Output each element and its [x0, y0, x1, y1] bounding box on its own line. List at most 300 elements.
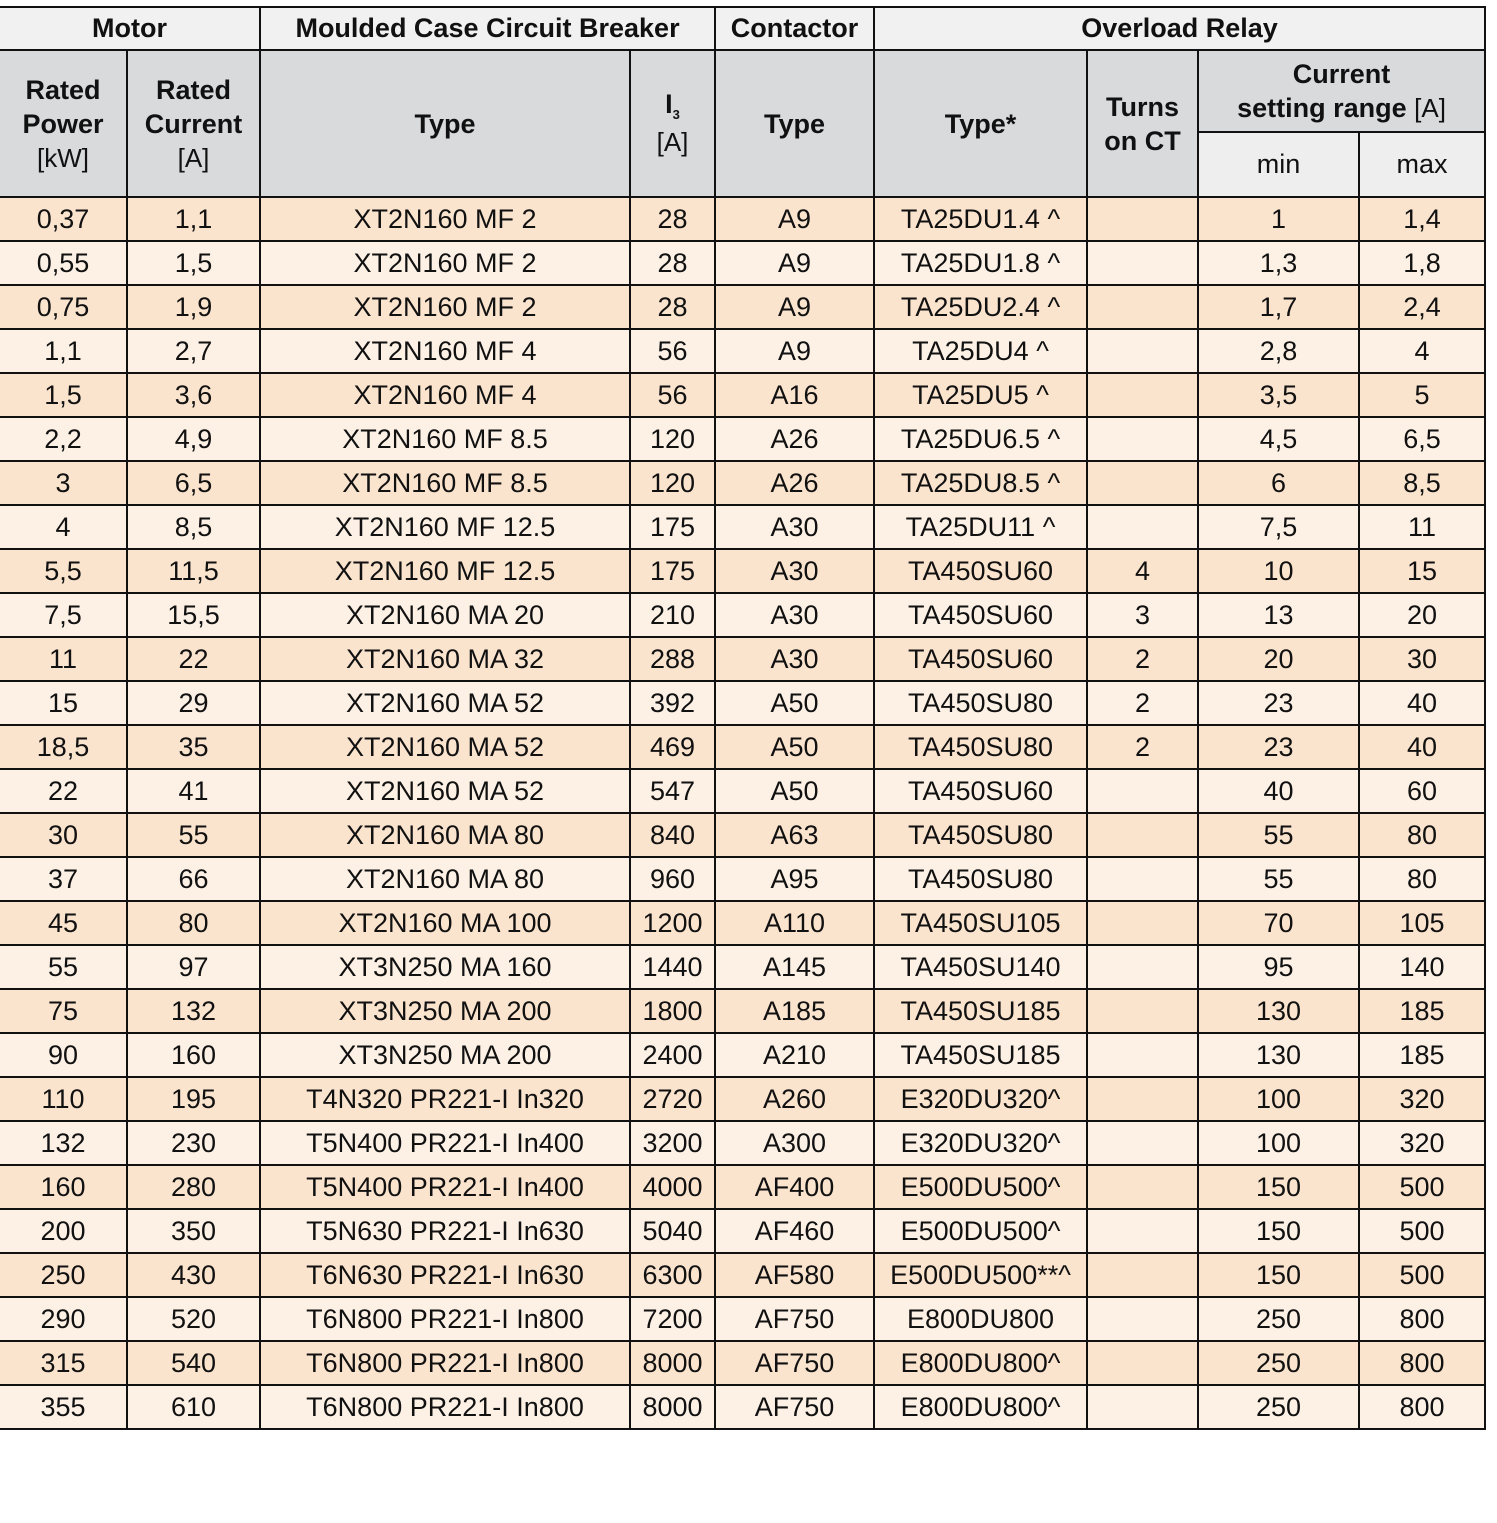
cell-max: 30 — [1359, 637, 1485, 681]
cell-relay-type: TA25DU8.5 ^ — [874, 461, 1087, 505]
cell-rated-current: 4,9 — [127, 417, 260, 461]
cell-min: 55 — [1198, 857, 1359, 901]
col-i3-unit: [A] — [656, 127, 689, 157]
cell-contactor-type: A30 — [715, 505, 874, 549]
table-row — [0, 857, 1485, 901]
cell-turns-on-ct — [1087, 945, 1198, 989]
cell-mccb-type: XT2N160 MF 8.5 — [260, 461, 630, 505]
cell-turns-on-ct — [1087, 1033, 1198, 1077]
cell-contactor-type: A9 — [715, 197, 874, 241]
cell-relay-type: E320DU320^ — [874, 1077, 1087, 1121]
cell-relay-type: TA450SU105 — [874, 901, 1087, 945]
col-rated-current-unit: [A] — [177, 142, 210, 173]
cell-contactor-type: A50 — [715, 725, 874, 769]
col-rated-power-line1: Rated — [25, 74, 101, 105]
cell-mccb-type: XT3N250 MA 160 — [260, 945, 630, 989]
cell-turns-on-ct — [1087, 373, 1198, 417]
cell-relay-type: TA25DU11 ^ — [874, 505, 1087, 549]
table-row — [0, 945, 1485, 989]
table-row — [0, 1253, 1485, 1297]
cell-rated-power: 0,75 — [0, 285, 127, 329]
cell-rated-power: 1,5 — [0, 373, 127, 417]
cell-rated-power: 132 — [0, 1121, 127, 1165]
table-row — [0, 329, 1485, 373]
cell-turns-on-ct — [1087, 1165, 1198, 1209]
cell-rated-power: 290 — [0, 1297, 127, 1341]
cell-i3: 120 — [630, 417, 715, 461]
col-rated-power — [0, 50, 127, 197]
cell-max: 320 — [1359, 1121, 1485, 1165]
cell-contactor-type: AF580 — [715, 1253, 874, 1297]
cell-min: 23 — [1198, 725, 1359, 769]
table-row — [0, 1209, 1485, 1253]
col-mccb-type: Type — [260, 50, 630, 197]
cell-i3: 5040 — [630, 1209, 715, 1253]
cell-min: 1 — [1198, 197, 1359, 241]
cell-turns-on-ct — [1087, 1209, 1198, 1253]
col-turns-on-ct — [1087, 50, 1198, 197]
cell-min: 6 — [1198, 461, 1359, 505]
table-row — [0, 1121, 1485, 1165]
cell-min: 100 — [1198, 1121, 1359, 1165]
col-max: max — [1359, 132, 1485, 197]
cell-relay-type: TA450SU60 — [874, 593, 1087, 637]
cell-turns-on-ct: 2 — [1087, 681, 1198, 725]
table-row — [0, 593, 1485, 637]
cell-min: 250 — [1198, 1385, 1359, 1429]
cell-mccb-type: T6N630 PR221-I In630 — [260, 1253, 630, 1297]
col-i3-subscript: 3 — [672, 107, 680, 122]
cell-contactor-type: AF460 — [715, 1209, 874, 1253]
cell-mccb-type: XT2N160 MF 4 — [260, 329, 630, 373]
cell-turns-on-ct: 3 — [1087, 593, 1198, 637]
col-setting-range-unit: [A] — [1414, 93, 1446, 123]
col-rated-current-line2: Current — [144, 108, 243, 139]
table-row — [0, 549, 1485, 593]
cell-contactor-type: A30 — [715, 593, 874, 637]
group-overload-relay: Overload Relay — [874, 7, 1485, 50]
cell-min: 1,7 — [1198, 285, 1359, 329]
cell-relay-type: TA450SU185 — [874, 989, 1087, 1033]
cell-min: 10 — [1198, 549, 1359, 593]
cell-relay-type: E800DU800^ — [874, 1341, 1087, 1385]
cell-relay-type: E320DU320^ — [874, 1121, 1087, 1165]
cell-turns-on-ct — [1087, 197, 1198, 241]
cell-contactor-type: A16 — [715, 373, 874, 417]
table-row — [0, 1033, 1485, 1077]
cell-rated-current: 66 — [127, 857, 260, 901]
cell-rated-current: 35 — [127, 725, 260, 769]
cell-relay-type: TA450SU140 — [874, 945, 1087, 989]
col-rated-current-line1: Rated — [156, 74, 232, 105]
cell-max: 1,4 — [1359, 197, 1485, 241]
cell-mccb-type: XT2N160 MA 52 — [260, 725, 630, 769]
cell-rated-current: 55 — [127, 813, 260, 857]
col-turns-line2: on CT — [1104, 125, 1181, 156]
col-setting-range — [1198, 50, 1485, 132]
cell-max: 105 — [1359, 901, 1485, 945]
cell-rated-power: 5,5 — [0, 549, 127, 593]
cell-max: 500 — [1359, 1165, 1485, 1209]
cell-max: 6,5 — [1359, 417, 1485, 461]
cell-rated-current: 41 — [127, 769, 260, 813]
cell-i3: 1800 — [630, 989, 715, 1033]
cell-mccb-type: XT2N160 MA 52 — [260, 769, 630, 813]
col-setting-range-line2: setting range — [1237, 93, 1407, 123]
cell-min: 20 — [1198, 637, 1359, 681]
table-row — [0, 901, 1485, 945]
cell-rated-current: 195 — [127, 1077, 260, 1121]
cell-rated-current: 15,5 — [127, 593, 260, 637]
cell-rated-power: 75 — [0, 989, 127, 1033]
cell-min: 1,3 — [1198, 241, 1359, 285]
cell-relay-type: TA25DU1.8 ^ — [874, 241, 1087, 285]
col-i3 — [630, 50, 715, 197]
cell-min: 40 — [1198, 769, 1359, 813]
table-row — [0, 197, 1485, 241]
cell-min: 2,8 — [1198, 329, 1359, 373]
cell-rated-current: 160 — [127, 1033, 260, 1077]
cell-mccb-type: XT2N160 MF 12.5 — [260, 505, 630, 549]
cell-i3: 120 — [630, 461, 715, 505]
cell-min: 70 — [1198, 901, 1359, 945]
cell-mccb-type: XT3N250 MA 200 — [260, 1033, 630, 1077]
cell-mccb-type: T6N800 PR221-I In800 — [260, 1385, 630, 1429]
cell-max: 5 — [1359, 373, 1485, 417]
cell-i3: 840 — [630, 813, 715, 857]
cell-relay-type: TA450SU60 — [874, 769, 1087, 813]
table-row — [0, 681, 1485, 725]
cell-contactor-type: A26 — [715, 461, 874, 505]
cell-min: 95 — [1198, 945, 1359, 989]
cell-rated-current: 97 — [127, 945, 260, 989]
cell-contactor-type: A9 — [715, 329, 874, 373]
cell-i3: 28 — [630, 241, 715, 285]
cell-i3: 210 — [630, 593, 715, 637]
cell-max: 2,4 — [1359, 285, 1485, 329]
cell-rated-current: 8,5 — [127, 505, 260, 549]
cell-i3: 547 — [630, 769, 715, 813]
cell-contactor-type: A185 — [715, 989, 874, 1033]
cell-rated-power: 18,5 — [0, 725, 127, 769]
cell-i3: 28 — [630, 197, 715, 241]
table-row — [0, 1385, 1485, 1429]
cell-rated-power: 110 — [0, 1077, 127, 1121]
cell-mccb-type: T5N400 PR221-I In400 — [260, 1121, 630, 1165]
cell-i3: 56 — [630, 329, 715, 373]
cell-min: 150 — [1198, 1253, 1359, 1297]
cell-min: 23 — [1198, 681, 1359, 725]
cell-rated-current: 2,7 — [127, 329, 260, 373]
cell-contactor-type: A95 — [715, 857, 874, 901]
table-row — [0, 989, 1485, 1033]
cell-turns-on-ct — [1087, 417, 1198, 461]
cell-relay-type: TA25DU2.4 ^ — [874, 285, 1087, 329]
cell-mccb-type: T6N800 PR221-I In800 — [260, 1297, 630, 1341]
cell-max: 15 — [1359, 549, 1485, 593]
cell-i3: 8000 — [630, 1385, 715, 1429]
cell-i3: 2720 — [630, 1077, 715, 1121]
cell-max: 11 — [1359, 505, 1485, 549]
cell-i3: 175 — [630, 549, 715, 593]
cell-rated-current: 540 — [127, 1341, 260, 1385]
cell-mccb-type: XT2N160 MF 2 — [260, 285, 630, 329]
group-header-row — [0, 7, 1485, 50]
cell-contactor-type: A30 — [715, 549, 874, 593]
cell-max: 8,5 — [1359, 461, 1485, 505]
cell-turns-on-ct: 2 — [1087, 637, 1198, 681]
cell-turns-on-ct — [1087, 813, 1198, 857]
cell-relay-type: E800DU800^ — [874, 1385, 1087, 1429]
cell-relay-type: TA25DU1.4 ^ — [874, 197, 1087, 241]
cell-max: 1,8 — [1359, 241, 1485, 285]
cell-i3: 1200 — [630, 901, 715, 945]
cell-min: 100 — [1198, 1077, 1359, 1121]
col-contactor-type: Type — [715, 50, 874, 197]
cell-relay-type: E500DU500^ — [874, 1165, 1087, 1209]
cell-relay-type: TA450SU60 — [874, 637, 1087, 681]
cell-turns-on-ct — [1087, 1253, 1198, 1297]
cell-relay-type: TA25DU4 ^ — [874, 329, 1087, 373]
cell-i3: 469 — [630, 725, 715, 769]
cell-rated-power: 0,37 — [0, 197, 127, 241]
cell-contactor-type: A9 — [715, 285, 874, 329]
cell-i3: 28 — [630, 285, 715, 329]
cell-min: 130 — [1198, 1033, 1359, 1077]
cell-rated-current: 1,1 — [127, 197, 260, 241]
cell-relay-type: E500DU500**^ — [874, 1253, 1087, 1297]
cell-rated-power: 3 — [0, 461, 127, 505]
table-row — [0, 725, 1485, 769]
cell-rated-current: 6,5 — [127, 461, 260, 505]
cell-rated-current: 132 — [127, 989, 260, 1033]
cell-turns-on-ct: 4 — [1087, 549, 1198, 593]
cell-contactor-type: A260 — [715, 1077, 874, 1121]
cell-rated-current: 22 — [127, 637, 260, 681]
col-turns-line1: Turns — [1106, 91, 1180, 122]
cell-turns-on-ct — [1087, 1297, 1198, 1341]
cell-contactor-type: A63 — [715, 813, 874, 857]
group-mccb: Moulded Case Circuit Breaker — [260, 7, 715, 50]
cell-mccb-type: XT3N250 MA 200 — [260, 989, 630, 1033]
cell-contactor-type: A210 — [715, 1033, 874, 1077]
cell-contactor-type: AF750 — [715, 1341, 874, 1385]
cell-max: 320 — [1359, 1077, 1485, 1121]
cell-min: 150 — [1198, 1165, 1359, 1209]
cell-i3: 392 — [630, 681, 715, 725]
cell-contactor-type: AF750 — [715, 1385, 874, 1429]
table-row — [0, 1297, 1485, 1341]
cell-rated-current: 610 — [127, 1385, 260, 1429]
cell-rated-power: 250 — [0, 1253, 127, 1297]
cell-rated-current: 430 — [127, 1253, 260, 1297]
cell-rated-power: 355 — [0, 1385, 127, 1429]
cell-mccb-type: XT2N160 MA 80 — [260, 813, 630, 857]
cell-turns-on-ct: 2 — [1087, 725, 1198, 769]
cell-min: 150 — [1198, 1209, 1359, 1253]
table-row — [0, 505, 1485, 549]
cell-max: 185 — [1359, 989, 1485, 1033]
cell-i3: 56 — [630, 373, 715, 417]
cell-rated-current: 520 — [127, 1297, 260, 1341]
table-row — [0, 637, 1485, 681]
col-rated-power-unit: [kW] — [37, 142, 89, 173]
cell-mccb-type: XT2N160 MF 2 — [260, 241, 630, 285]
cell-rated-current: 230 — [127, 1121, 260, 1165]
table-row — [0, 813, 1485, 857]
cell-max: 800 — [1359, 1297, 1485, 1341]
cell-contactor-type: A50 — [715, 681, 874, 725]
cell-rated-power: 90 — [0, 1033, 127, 1077]
cell-rated-current: 280 — [127, 1165, 260, 1209]
cell-max: 140 — [1359, 945, 1485, 989]
cell-contactor-type: A50 — [715, 769, 874, 813]
cell-i3: 4000 — [630, 1165, 715, 1209]
cell-rated-power: 7,5 — [0, 593, 127, 637]
cell-rated-power: 55 — [0, 945, 127, 989]
cell-max: 80 — [1359, 813, 1485, 857]
cell-mccb-type: T6N800 PR221-I In800 — [260, 1341, 630, 1385]
cell-max: 40 — [1359, 681, 1485, 725]
motor-protection-coordination-table — [0, 6, 1486, 1430]
cell-contactor-type: A110 — [715, 901, 874, 945]
cell-relay-type: TA450SU80 — [874, 857, 1087, 901]
cell-max: 4 — [1359, 329, 1485, 373]
cell-rated-current: 1,9 — [127, 285, 260, 329]
cell-rated-power: 37 — [0, 857, 127, 901]
table-row — [0, 1341, 1485, 1385]
cell-relay-type: TA450SU80 — [874, 725, 1087, 769]
cell-rated-power: 0,55 — [0, 241, 127, 285]
table-row — [0, 285, 1485, 329]
cell-contactor-type: A30 — [715, 637, 874, 681]
cell-contactor-type: A300 — [715, 1121, 874, 1165]
table-row — [0, 373, 1485, 417]
cell-min: 250 — [1198, 1341, 1359, 1385]
cell-contactor-type: AF400 — [715, 1165, 874, 1209]
cell-rated-power: 15 — [0, 681, 127, 725]
cell-min: 250 — [1198, 1297, 1359, 1341]
cell-rated-power: 11 — [0, 637, 127, 681]
cell-relay-type: TA450SU60 — [874, 549, 1087, 593]
cell-max: 60 — [1359, 769, 1485, 813]
cell-turns-on-ct — [1087, 241, 1198, 285]
col-rated-current — [127, 50, 260, 197]
cell-mccb-type: XT2N160 MA 32 — [260, 637, 630, 681]
group-contactor: Contactor — [715, 7, 874, 50]
cell-mccb-type: XT2N160 MF 12.5 — [260, 549, 630, 593]
cell-contactor-type: A9 — [715, 241, 874, 285]
cell-rated-current: 3,6 — [127, 373, 260, 417]
cell-turns-on-ct — [1087, 989, 1198, 1033]
table-row — [0, 1077, 1485, 1121]
cell-rated-power: 45 — [0, 901, 127, 945]
cell-relay-type: TA25DU5 ^ — [874, 373, 1087, 417]
cell-turns-on-ct — [1087, 461, 1198, 505]
cell-rated-power: 30 — [0, 813, 127, 857]
cell-rated-power: 160 — [0, 1165, 127, 1209]
cell-mccb-type: XT2N160 MA 80 — [260, 857, 630, 901]
cell-i3: 1440 — [630, 945, 715, 989]
column-header-row — [0, 50, 1485, 132]
col-relay-type: Type* — [874, 50, 1087, 197]
table-row — [0, 769, 1485, 813]
table-row — [0, 241, 1485, 285]
cell-i3: 8000 — [630, 1341, 715, 1385]
cell-rated-current: 80 — [127, 901, 260, 945]
col-rated-power-line2: Power — [22, 108, 104, 139]
cell-contactor-type: AF750 — [715, 1297, 874, 1341]
cell-relay-type: TA25DU6.5 ^ — [874, 417, 1087, 461]
cell-rated-power: 4 — [0, 505, 127, 549]
cell-turns-on-ct — [1087, 1341, 1198, 1385]
cell-i3: 7200 — [630, 1297, 715, 1341]
cell-rated-current: 1,5 — [127, 241, 260, 285]
cell-relay-type: TA450SU80 — [874, 681, 1087, 725]
cell-turns-on-ct — [1087, 901, 1198, 945]
cell-mccb-type: XT2N160 MF 4 — [260, 373, 630, 417]
col-min: min — [1198, 132, 1359, 197]
cell-rated-current: 11,5 — [127, 549, 260, 593]
cell-max: 185 — [1359, 1033, 1485, 1077]
cell-turns-on-ct — [1087, 769, 1198, 813]
cell-relay-type: TA450SU80 — [874, 813, 1087, 857]
cell-max: 800 — [1359, 1385, 1485, 1429]
cell-min: 4,5 — [1198, 417, 1359, 461]
cell-i3: 175 — [630, 505, 715, 549]
cell-mccb-type: T5N400 PR221-I In400 — [260, 1165, 630, 1209]
cell-min: 3,5 — [1198, 373, 1359, 417]
cell-mccb-type: XT2N160 MA 52 — [260, 681, 630, 725]
cell-rated-power: 315 — [0, 1341, 127, 1385]
cell-i3: 6300 — [630, 1253, 715, 1297]
table-row — [0, 417, 1485, 461]
cell-max: 500 — [1359, 1209, 1485, 1253]
cell-rated-power: 1,1 — [0, 329, 127, 373]
cell-rated-current: 29 — [127, 681, 260, 725]
cell-min: 55 — [1198, 813, 1359, 857]
table-body — [0, 197, 1485, 1429]
cell-max: 20 — [1359, 593, 1485, 637]
cell-rated-power: 200 — [0, 1209, 127, 1253]
cell-turns-on-ct — [1087, 505, 1198, 549]
col-i3-symbol: I — [665, 89, 673, 119]
cell-mccb-type: XT2N160 MF 8.5 — [260, 417, 630, 461]
cell-rated-current: 350 — [127, 1209, 260, 1253]
cell-i3: 960 — [630, 857, 715, 901]
cell-mccb-type: XT2N160 MA 20 — [260, 593, 630, 637]
cell-min: 7,5 — [1198, 505, 1359, 549]
cell-mccb-type: T4N320 PR221-I In320 — [260, 1077, 630, 1121]
col-setting-range-line1: Current — [1292, 59, 1391, 89]
cell-min: 130 — [1198, 989, 1359, 1033]
cell-i3: 3200 — [630, 1121, 715, 1165]
cell-contactor-type: A145 — [715, 945, 874, 989]
cell-mccb-type: XT2N160 MA 100 — [260, 901, 630, 945]
cell-rated-power: 2,2 — [0, 417, 127, 461]
cell-max: 80 — [1359, 857, 1485, 901]
table-row — [0, 461, 1485, 505]
cell-max: 500 — [1359, 1253, 1485, 1297]
cell-turns-on-ct — [1087, 329, 1198, 373]
cell-mccb-type: T5N630 PR221-I In630 — [260, 1209, 630, 1253]
cell-turns-on-ct — [1087, 285, 1198, 329]
cell-i3: 288 — [630, 637, 715, 681]
cell-relay-type: E500DU500^ — [874, 1209, 1087, 1253]
cell-turns-on-ct — [1087, 857, 1198, 901]
cell-i3: 2400 — [630, 1033, 715, 1077]
cell-relay-type: TA450SU185 — [874, 1033, 1087, 1077]
